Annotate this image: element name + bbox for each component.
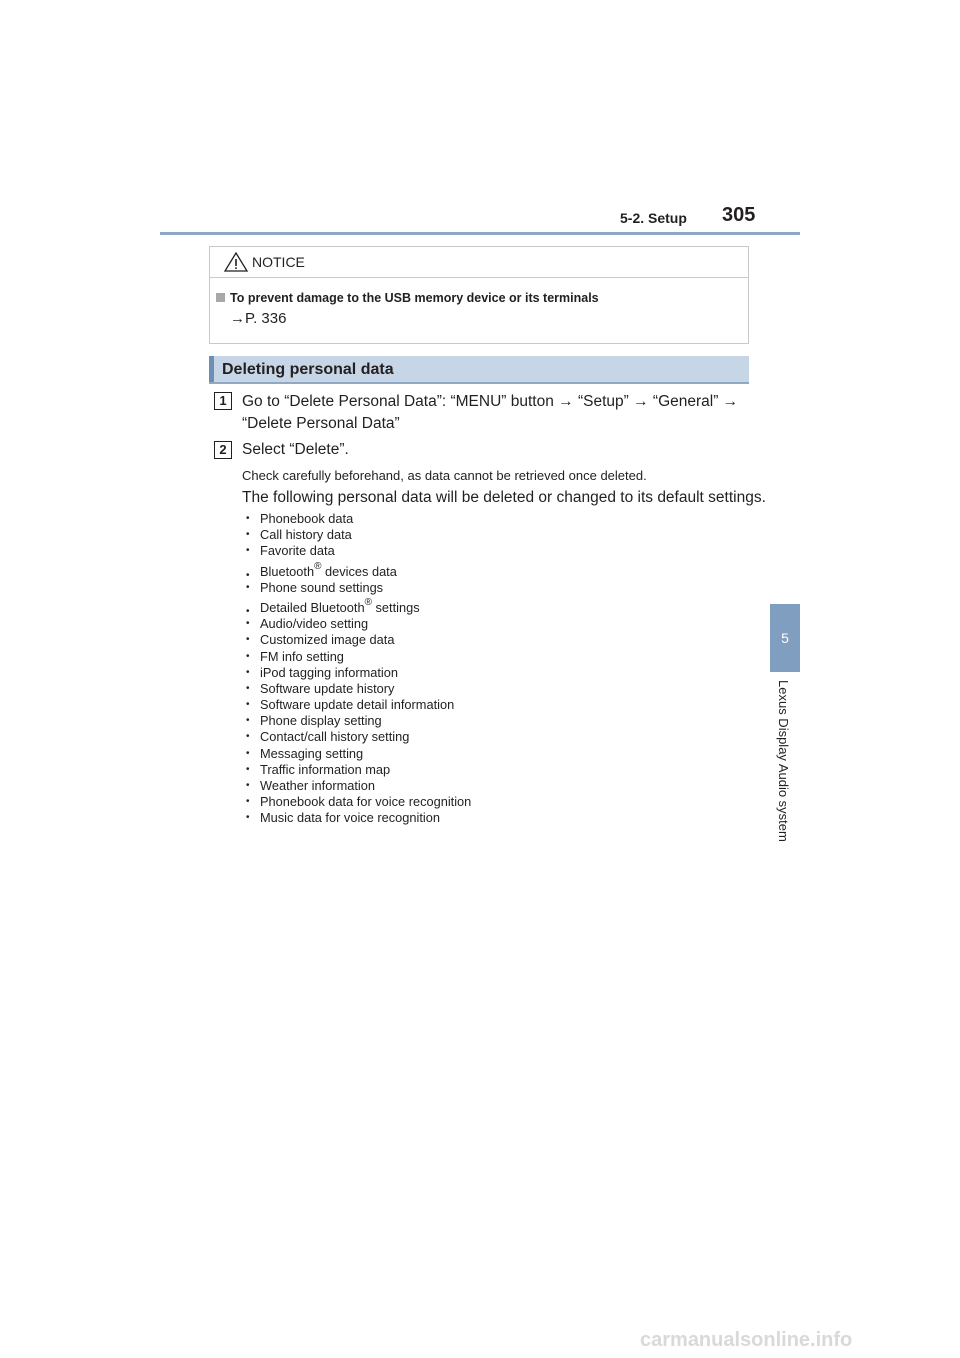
list-item: • Call history data: [246, 527, 471, 543]
notice-title: NOTICE: [252, 254, 305, 270]
notice-item: [216, 291, 599, 305]
step-1-line-1: Go to “Delete Personal Data”: “MENU” button → “Setup” → “General” →: [242, 393, 739, 410]
list-item: • Customized image data: [246, 632, 471, 648]
registered-mark: ®: [364, 596, 372, 608]
chapter-title-vertical: [770, 680, 800, 880]
list-item: • Software update history: [246, 681, 471, 697]
square-bullet-icon: [216, 293, 225, 302]
chapter-title: Lexus Display Audio system: [776, 680, 791, 842]
list-item: • Traffic information map: [246, 762, 471, 778]
notice-item-title: To prevent damage to the USB memory device or its terminals: [230, 291, 599, 305]
section-title: Deleting personal data: [222, 361, 394, 378]
list-item: • Phonebook data for voice recognition: [246, 794, 471, 810]
list-item: • Audio/video setting: [246, 616, 471, 632]
step-2-text: Select “Delete”.: [242, 441, 349, 458]
notice-reference: →P. 336: [230, 310, 287, 327]
list-item: [246, 560, 471, 580]
list-item: [246, 596, 471, 616]
watermark: carmanualsonline.info: [640, 1329, 853, 1351]
note-text: Check carefully beforehand, as data cannot be retrieved once deleted.: [242, 468, 647, 483]
list-item-text: Bluetooth: [260, 563, 315, 579]
list-item: • Weather information: [246, 778, 471, 794]
page-header: [160, 200, 800, 234]
list-item: • Phone display setting: [246, 713, 471, 729]
list-item: • Favorite data: [246, 543, 471, 559]
warning-icon: [224, 252, 248, 272]
list-item: • FM info setting: [246, 649, 471, 665]
list-item-text: devices data: [321, 563, 397, 579]
list-item-text: Detailed Bluetooth: [260, 599, 365, 615]
step-1-number: 1: [214, 392, 232, 410]
chapter-number: 5: [781, 630, 789, 646]
list-item-text: settings: [371, 599, 420, 615]
header-rule: [160, 232, 800, 235]
list-item: • Phonebook data: [246, 511, 471, 527]
page-number: 305: [722, 204, 756, 226]
notice-box: [209, 246, 749, 344]
section-heading: [209, 356, 749, 384]
notice-title-row: [210, 247, 748, 278]
list-item: • Music data for voice recognition: [246, 810, 471, 826]
registered-mark: ®: [314, 560, 322, 572]
list-item: • Software update detail information: [246, 697, 471, 713]
chapter-tab: [770, 604, 800, 672]
section-label: 5-2. Setup: [620, 210, 687, 226]
step-1-line-2: “Delete Personal Data”: [242, 415, 400, 432]
list-item: • Messaging setting: [246, 746, 471, 762]
lead-text: The following personal data will be deleted or changed to its default settings.: [242, 489, 766, 506]
step-2-number: 2: [214, 441, 232, 459]
step-1-text: [242, 391, 762, 435]
list-item: • Contact/call history setting: [246, 729, 471, 745]
list-item: • iPod tagging information: [246, 665, 471, 681]
personal-data-list: [246, 511, 471, 827]
section-heading-bar: [209, 356, 214, 382]
list-item: • Phone sound settings: [246, 580, 471, 596]
